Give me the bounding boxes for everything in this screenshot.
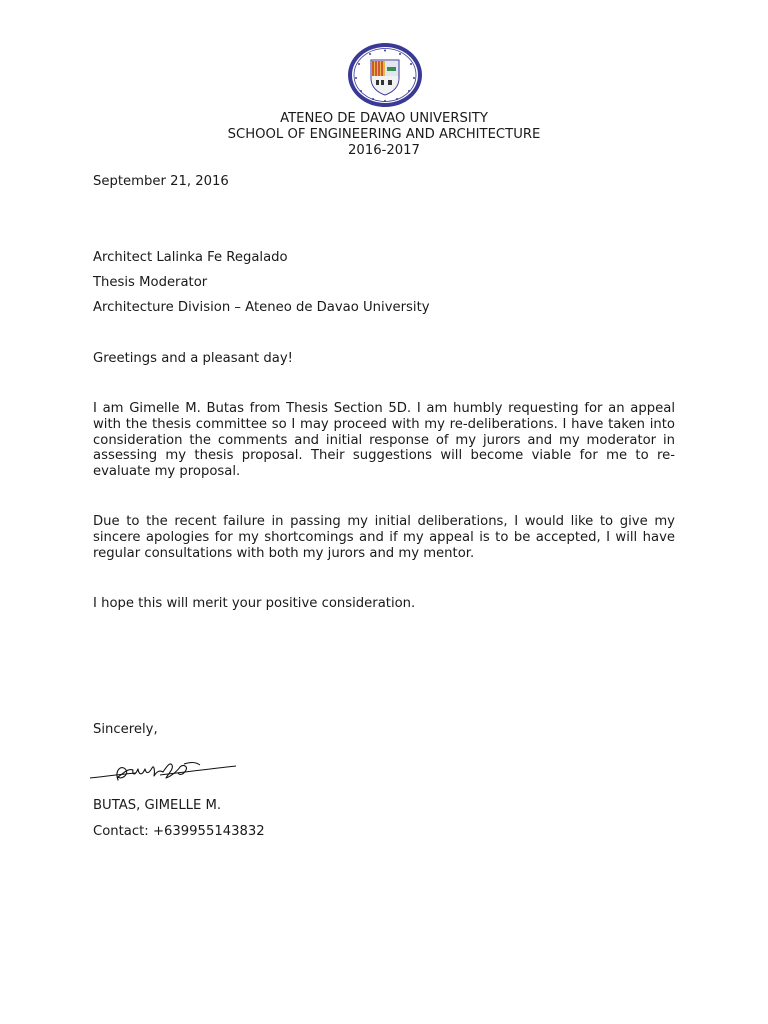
- signature-icon: [88, 756, 240, 786]
- sender-name: BUTAS, GIMELLE M.: [93, 798, 222, 813]
- recipient-title: Thesis Moderator: [93, 275, 208, 290]
- body-paragraph-3: I hope this will merit your positive consideration.: [93, 596, 416, 611]
- university-seal-icon: [346, 42, 424, 108]
- body-paragraph-1: I am Gimelle M. Butas from Thesis Section 5D. I am humbly requesting for an appeal with the thesis committee so I may proceed with my re-deliberations. I have taken into consideration the comments and initial response of my jurors and my moderator in assessing my thesis proposal. Their suggestions will become viable for me to re-evaluate my proposal.: [93, 401, 675, 480]
- school-name: SCHOOL OF ENGINEERING AND ARCHITECTURE: [227, 127, 541, 142]
- letterhead: [0, 111, 768, 159]
- university-name: ATENEO DE DAVAO UNIVERSITY: [280, 111, 488, 126]
- academic-year: 2016-2017: [348, 143, 420, 158]
- closing: Sincerely,: [93, 722, 158, 737]
- sender-contact: Contact: +639955143832: [93, 824, 265, 839]
- letter-date: September 21, 2016: [93, 174, 229, 189]
- recipient-organization: Architecture Division – Ateneo de Davao University: [93, 300, 430, 315]
- recipient-name: Architect Lalinka Fe Regalado: [93, 250, 288, 265]
- greeting: Greetings and a pleasant day!: [93, 351, 293, 366]
- body-paragraph-2: Due to the recent failure in passing my initial deliberations, I would like to give my sincere apologies for my shortcomings and if my appeal is to be accepted, I will have regular consultations with both my jurors and my mentor.: [93, 514, 675, 561]
